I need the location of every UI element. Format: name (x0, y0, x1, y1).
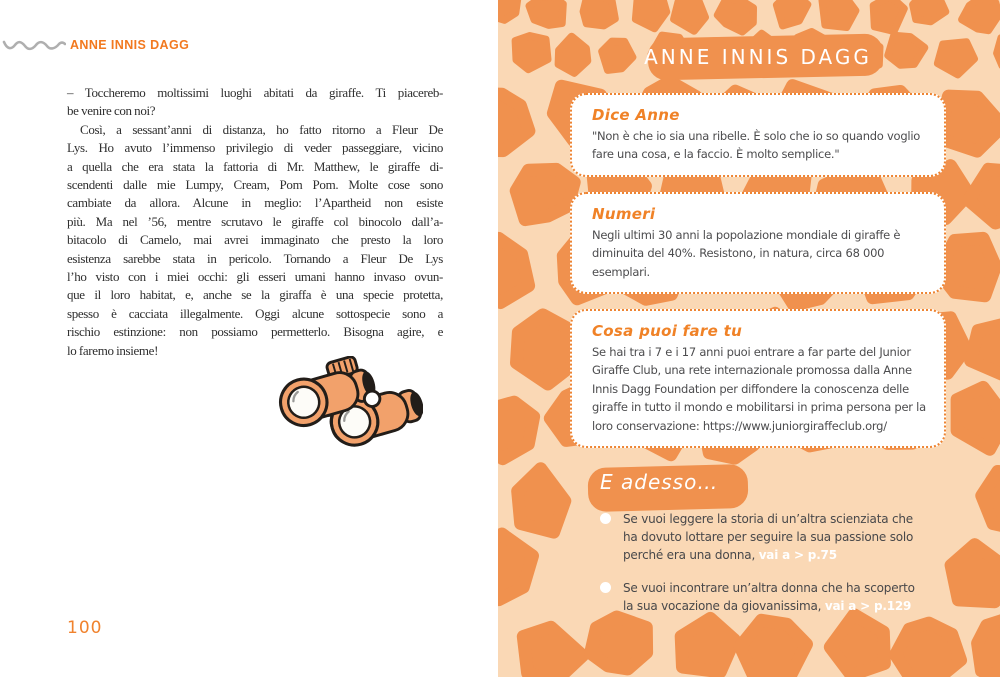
bullet-icon (600, 582, 611, 593)
info-box-title: Cosa puoi fare tu (592, 321, 743, 340)
text-line: a quella che era stata la fattoria di Mr. Matthew, le giraffe di- (67, 158, 443, 174)
text-line: be venire con noi? (67, 103, 156, 119)
text-line: esistenza sarebbe stata in pericolo. Tornando a Fleur De Lys (67, 250, 443, 266)
squiggle-icon (2, 36, 66, 54)
cross-reference-text: Se vuoi leggere la storia di un’altra scienziata che ha dovuto lottare per seguire la sua passione solo perché era una donna, vai a > p.75 (623, 512, 914, 562)
cross-reference-item (600, 579, 916, 615)
body-text (67, 84, 443, 360)
left-page (0, 0, 498, 677)
info-box-text: Se hai tra i 7 e i 17 anni puoi entrare a far parte del Junior Giraffe Club, una rete internazionale promossa dalla Anne Innis Dagg Foundation per diffondere la conoscenza delle giraffe in tutto il mondo e mobilitarsi in prima persona per la loro conservazione: https://www.juniorgiraffeclub.org/ (592, 344, 926, 433)
chapter-title: ANNE INNIS DAGG (644, 45, 872, 69)
text-line: lo faremo insieme! (67, 342, 159, 358)
text-line: Così, a sessant’anni di distanza, ho fatto ritorno a Fleur De (80, 121, 443, 137)
binoculars-illustration (278, 356, 423, 466)
info-box (570, 192, 946, 294)
cross-reference-list (600, 510, 916, 615)
info-box (570, 93, 946, 177)
text-line: que il loro habitat, e, anche se la giraffa è una specie protetta, (67, 287, 443, 303)
e-adesso-section (498, 470, 1000, 615)
info-box (570, 309, 946, 448)
info-box-title: Dice Anne (592, 106, 680, 124)
text-line: scendenti dalle mie Lumpy, Cream, Pom Pom. Molte cose sono (67, 177, 443, 193)
cross-reference-text: Se vuoi incontrare un’altra donna che ha scoperto la sua vocazione da giovanissima, vai a > p.129 (623, 581, 915, 613)
text-line: bitacolo di Camelo, mai avrei immaginato che presto la loro (67, 232, 443, 248)
text-line: l’ho visto con i miei occhi: gli esseri umani hanno invaso ovun- (67, 269, 443, 285)
text-line: rischio estinzione: non possiamo permetterlo. Bisogna agire, e (67, 324, 443, 340)
text-line: più. Ma nel ’56, mentre scrutavo le giraffe col binocolo dall’a- (67, 213, 443, 229)
section-heading: E adesso… (600, 470, 719, 494)
page-reference-link: vai a > p.75 (758, 548, 837, 562)
text-line: Lys. Ho avuto l’immenso privilegio di veder passeggiare, vicino (67, 140, 443, 156)
running-header: ANNE INNIS DAGG (70, 38, 190, 52)
cross-reference-item (600, 510, 916, 564)
text-line: – Toccheremo moltissimi luoghi abitati da giraffe. Ti piacereb- (67, 85, 443, 100)
page-number: 100 (67, 618, 103, 638)
info-box-text: Negli ultimi 30 anni la popolazione mondiale di giraffe è diminuita del 40%. Resistono, in natura, circa 68 000 esemplari. (592, 227, 901, 279)
info-box-text: "Non è che io sia una ribelle. È solo che io so quando voglio fare una cosa, e la faccio. È molto semplice." (592, 129, 921, 162)
text-line: cambiate da allora. Alcune in meglio: l’Apartheid non esiste (67, 195, 443, 211)
page-reference-link: vai a > p.129 (824, 599, 912, 613)
text-line: spesso è cacciata illegalmente. Oggi alcune sottospecie sono a (67, 305, 443, 321)
right-page (498, 0, 1000, 677)
info-boxes (570, 93, 946, 448)
bullet-icon (600, 513, 611, 524)
info-box-title: Numeri (592, 204, 656, 223)
